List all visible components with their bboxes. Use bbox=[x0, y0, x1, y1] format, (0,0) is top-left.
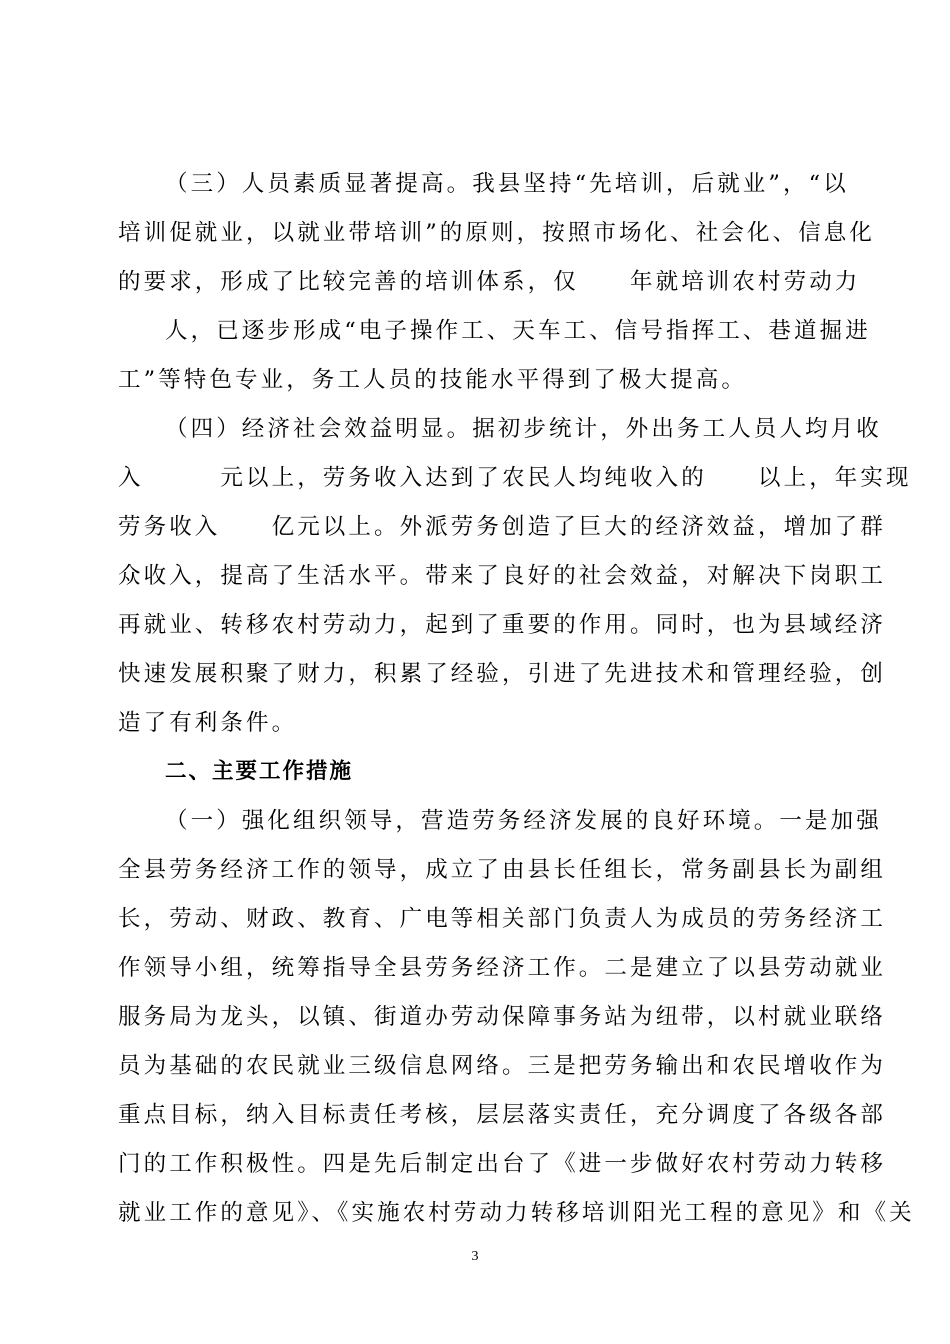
paragraph-5-line-9: 就业工作的意见》、《实施农村劳动力转移培训阳光工程的意见》和《关 bbox=[118, 1200, 915, 1226]
paragraph-5-line-4: 作领导小组，统筹指导全县劳务经济工作。二是建立了以县劳动就业 bbox=[118, 955, 887, 981]
paragraph-5-line-7: 重点目标，纳入目标责任考核，层层落实责任，充分调度了各级各部 bbox=[118, 1102, 887, 1128]
paragraph-5-line-2: 全县劳务经济工作的领导，成立了由县长任组长，常务副县长为副组 bbox=[118, 857, 887, 883]
paragraph-5-line-5: 服务局为龙头，以镇、街道办劳动保障事务站为纽带，以村就业联络 bbox=[118, 1004, 887, 1030]
paragraph-4-line-7: 造了有利条件。 bbox=[118, 710, 298, 736]
paragraph-4-line-6: 快速发展积聚了财力，积累了经验，引进了先进技术和管理经验，创 bbox=[118, 661, 887, 687]
paragraph-4-line-2: 入 元以上，劳务收入达到了农民人均纯收入的 以上，年实现 bbox=[118, 465, 912, 491]
paragraph-5-line-1: （一）强化组织领导，营造劳务经济发展的良好环境。一是加强 bbox=[165, 808, 882, 834]
paragraph-4-line-3: 劳务收入 亿元以上。外派劳务创造了巨大的经济效益，增加了群 bbox=[118, 514, 887, 540]
paragraph-3-line-3: 的要求，形成了比较完善的培训体系，仅 年就培训农村劳动力 bbox=[118, 269, 861, 295]
paragraph-3-line-2: 培训促就业，以就业带培训”的原则，按照市场化、社会化、信息化 bbox=[118, 220, 876, 246]
paragraph-5-line-8: 门的工作积极性。四是先后制定出台了《进一步做好农村劳动力转移 bbox=[118, 1151, 887, 1177]
paragraph-5-line-6: 员为基础的农民就业三级信息网络。三是把劳务输出和农民增收作为 bbox=[118, 1053, 887, 1079]
paragraph-5-line-3: 长，劳动、财政、教育、广电等相关部门负责人为成员的劳务经济工 bbox=[118, 906, 887, 932]
paragraph-4-line-1: （四）经济社会效益明显。据初步统计，外出务工人员人均月收 bbox=[165, 416, 882, 442]
paragraph-3-line-5: 工”等特色专业，务工人员的技能水平得到了极大提高。 bbox=[118, 367, 748, 393]
paragraph-3-line-1: （三）人员素质显著提高。我县坚持“先培训，后就业”，“以 bbox=[165, 171, 849, 197]
paragraph-4-line-5: 再就业、转移农村劳动力，起到了重要的作用。同时，也为县域经济 bbox=[118, 612, 887, 638]
page-number: 3 bbox=[471, 1249, 479, 1264]
paragraph-3-line-4: 人，已逐步形成“电子操作工、天车工、信号指挥工、巷道掘进 bbox=[165, 318, 871, 344]
paragraph-4-line-4: 众收入，提高了生活水平。带来了良好的社会效益，对解决下岗职工 bbox=[118, 563, 887, 589]
section-heading: 二、主要工作措施 bbox=[165, 759, 354, 784]
